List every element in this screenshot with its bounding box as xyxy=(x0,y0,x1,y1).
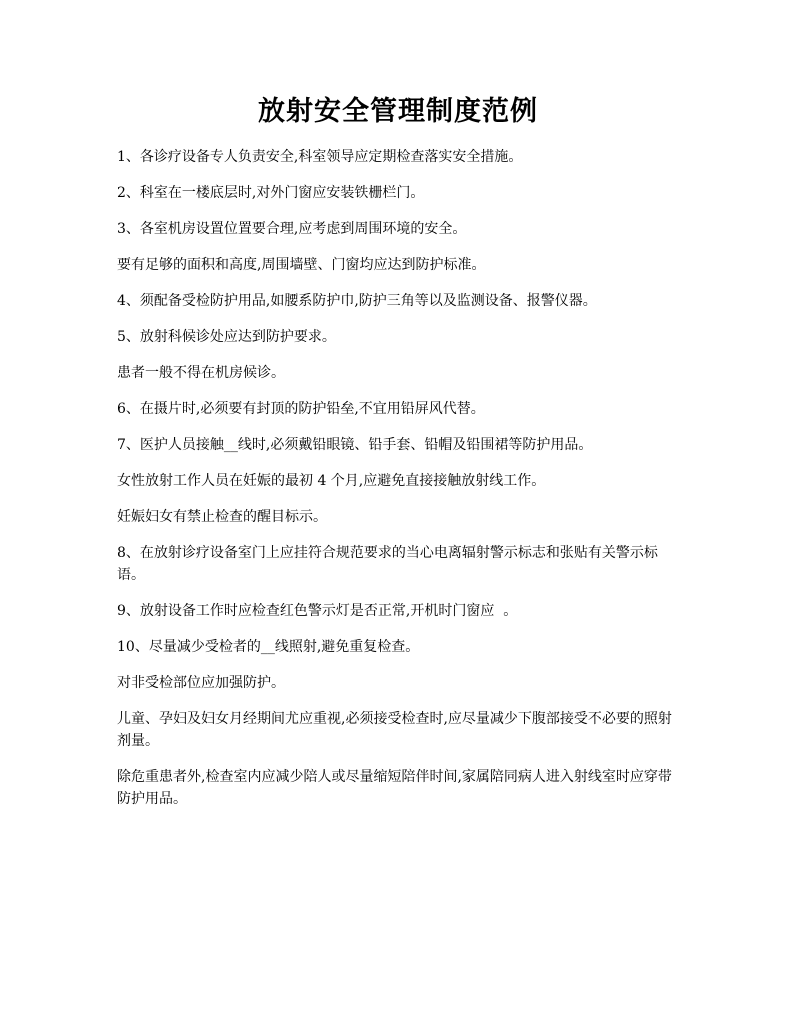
paragraph: 3、各室机房设置位置要合理,应考虑到周围环境的安全。 xyxy=(117,221,467,237)
paragraph: 要有足够的面积和高度,周围墙壁、门窗均应达到防护标准。 xyxy=(117,257,486,273)
paragraph: 9、放射设备工作时应检查红色警示灯是否正常,开机时门窗应 。 xyxy=(117,603,518,619)
document-body xyxy=(117,146,679,824)
paragraph: 6、在摄片时,必须要有封顶的防护铅垒,不宜用铅屏风代替。 xyxy=(117,401,485,417)
paragraph: 4、须配备受检防护用品,如腰系防护巾,防护三角等以及监测设备、报警仪器。 xyxy=(117,293,597,309)
paragraph: 7、医护人员接触__线时,必须戴铅眼镜、铅手套、铅帽及铅围裙等防护用品。 xyxy=(117,437,593,453)
paragraph: 1、各诊疗设备专人负责安全,科室领导应定期检查落实安全措施。 xyxy=(117,149,523,165)
page-title: 放射安全管理制度范例 xyxy=(258,96,538,127)
paragraph: 8、在放射诊疗设备室门上应挂符合规范要求的当心电离辐射警示标志和张贴有关警示标语。 xyxy=(117,545,658,583)
paragraph: 妊娠妇女有禁止检查的醒目标示。 xyxy=(117,509,327,525)
paragraph: 女性放射工作人员在妊娠的最初 4 个月,应避免直接接触放射线工作。 xyxy=(117,473,546,489)
paragraph: 对非受检部位应加强防护。 xyxy=(117,675,285,691)
paragraph: 2、科室在一楼底层时,对外门窗应安装铁栅栏门。 xyxy=(117,185,425,201)
paragraph: 10、尽量减少受检者的__线照射,避免重复检查。 xyxy=(117,639,420,655)
paragraph: 患者一般不得在机房候诊。 xyxy=(117,365,285,381)
paragraph: 5、放射科候诊处应达到防护要求。 xyxy=(117,329,336,345)
paragraph: 除危重患者外,检查室内应减少陪人或尽量缩短陪伴时间,家属陪同病人进入射线室时应穿带防护用品。 xyxy=(117,769,672,807)
paragraph: 儿童、孕妇及妇女月经期间尤应重视,必须接受检查时,应尽量减少下腹部接受不必要的照射剂量。 xyxy=(117,711,672,749)
